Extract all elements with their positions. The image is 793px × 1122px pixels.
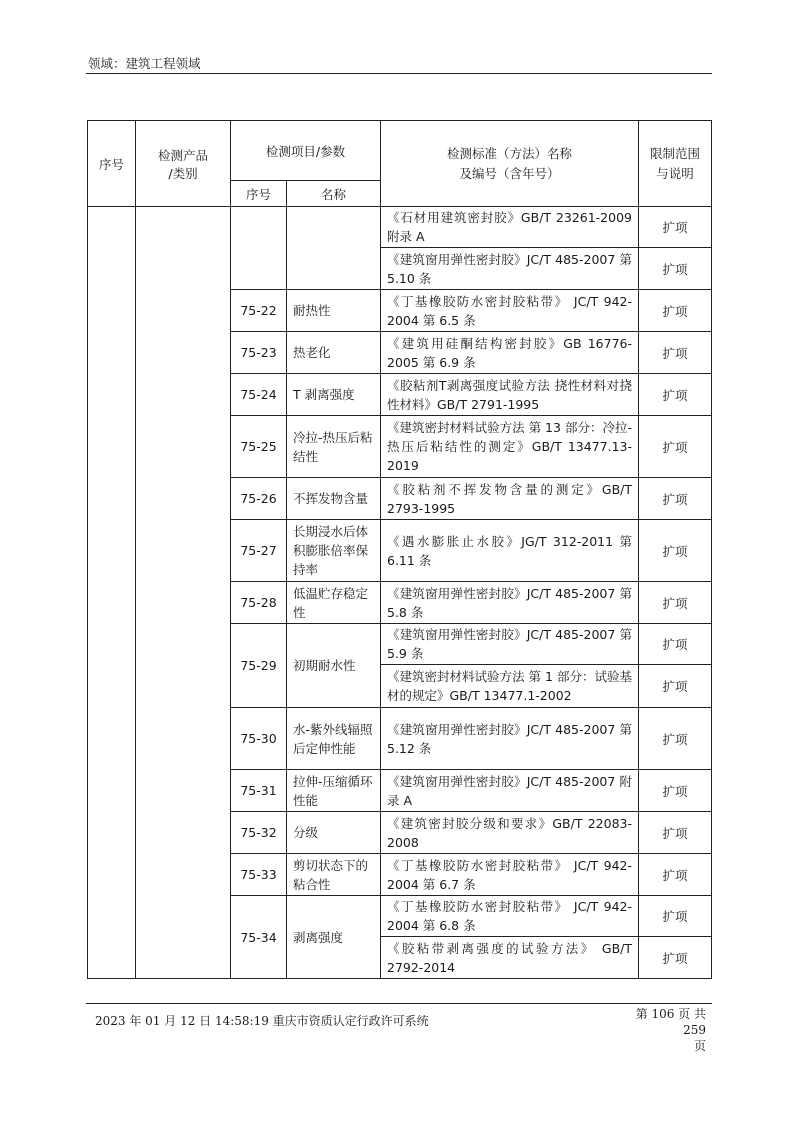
- footer-timestamp-system: 2023 年 01 月 12 日 14:58:19 重庆市资质认定行政许可系统: [95, 1014, 429, 1028]
- header-product-category: 检测产品 /类别: [136, 121, 231, 207]
- header-standard: 检测标准（方法）名称 及编号（含年号）: [381, 121, 639, 207]
- page-header-domain: 领域：建筑工程领域: [88, 56, 201, 71]
- standard-cell: 《石材用建筑密封胶》GB/T 23261-2009 附录 A: [381, 207, 639, 248]
- header-divider: [86, 73, 712, 74]
- header-item-name: 名称: [287, 181, 381, 207]
- item-name-cell: [287, 207, 381, 290]
- item-name-cell: 热老化: [287, 332, 381, 374]
- item-name-cell: 水-紫外线辐照后定伸性能: [287, 708, 381, 770]
- footer-page-line1: 第 106 页 共 259: [635, 1007, 706, 1037]
- limit-note-cell: 扩项: [639, 582, 712, 624]
- item-code-cell: 75-29: [231, 624, 287, 708]
- limit-note-cell: 扩项: [639, 207, 712, 248]
- item-name-cell: 不挥发物含量: [287, 478, 381, 520]
- item-code-cell: 75-25: [231, 416, 287, 478]
- table-body: [88, 207, 712, 979]
- item-name-cell: 初期耐水性: [287, 624, 381, 708]
- limit-note-cell: 扩项: [639, 374, 712, 416]
- limit-note-cell: 扩项: [639, 416, 712, 478]
- limit-note-cell: 扩项: [639, 770, 712, 812]
- item-name-cell: 长期浸水后体积膨胀倍率保持率: [287, 520, 381, 582]
- standard-cell: 《建筑窗用弹性密封胶》JC/T 485-2007 第 5.10 条: [381, 248, 639, 290]
- item-name-cell: 剥离强度: [287, 896, 381, 979]
- limit-note-cell: 扩项: [639, 520, 712, 582]
- standard-cell: 《建筑用硅酮结构密封胶》GB 16776-2005 第 6.9 条: [381, 332, 639, 374]
- item-code-cell: 75-22: [231, 290, 287, 332]
- standard-cell: 《胶粘带剥离强度的试验方法》 GB/T 2792-2014: [381, 937, 639, 979]
- standard-cell: 《胶粘剂T剥离强度试验方法 挠性材料对挠性材料》GB/T 2791-1995: [381, 374, 639, 416]
- header-item-seq: 序号: [231, 181, 287, 207]
- item-name-cell: 拉伸-压缩循环性能: [287, 770, 381, 812]
- limit-note-cell: 扩项: [639, 812, 712, 854]
- item-name-cell: 冷拉-热压后粘结性: [287, 416, 381, 478]
- standard-cell: 《丁基橡胶防水密封胶粘带》 JC/T 942-2004 第 6.7 条: [381, 854, 639, 896]
- item-code-cell: 75-33: [231, 854, 287, 896]
- item-code-cell: 75-32: [231, 812, 287, 854]
- item-name-cell: 分级: [287, 812, 381, 854]
- standard-cell: 《建筑密封材料试验方法 第 13 部分：冷拉-热压后粘结性的测定》GB/T 13477.13-2019: [381, 416, 639, 478]
- standard-cell: 《建筑窗用弹性密封胶》JC/T 485-2007 第 5.12 条: [381, 708, 639, 770]
- limit-note-cell: 扩项: [639, 896, 712, 937]
- item-code-cell: 75-27: [231, 520, 287, 582]
- item-code-cell: [231, 207, 287, 290]
- standard-cell: 《建筑窗用弹性密封胶》JC/T 485-2007 第 5.9 条: [381, 624, 639, 665]
- limit-note-cell: 扩项: [639, 708, 712, 770]
- limit-note-cell: 扩项: [639, 478, 712, 520]
- standard-cell: 《丁基橡胶防水密封胶粘带》 JC/T 942-2004 第 6.8 条: [381, 896, 639, 937]
- header-item-parameter: 检测项目/参数: [231, 121, 381, 181]
- standard-cell: 《胶粘剂不挥发物含量的测定》GB/T 2793-1995: [381, 478, 639, 520]
- item-name-cell: 耐热性: [287, 290, 381, 332]
- table-row: [88, 207, 712, 248]
- header-seq: 序号: [88, 121, 136, 207]
- footer-page-line2: 页: [693, 1039, 706, 1053]
- item-name-cell: 低温贮存稳定性: [287, 582, 381, 624]
- limit-note-cell: 扩项: [639, 290, 712, 332]
- limit-note-cell: 扩项: [639, 854, 712, 896]
- inspection-parameters-table: [87, 120, 712, 979]
- footer-divider: [86, 1003, 712, 1004]
- standard-cell: 《建筑窗用弹性密封胶》JC/T 485-2007 附录 A: [381, 770, 639, 812]
- limit-note-cell: 扩项: [639, 624, 712, 665]
- item-code-cell: 75-30: [231, 708, 287, 770]
- limit-note-cell: 扩项: [639, 665, 712, 708]
- item-name-cell: 剪切状态下的粘合性: [287, 854, 381, 896]
- limit-note-cell: 扩项: [639, 248, 712, 290]
- standard-cell: 《建筑密封材料试验方法 第 1 部分：试验基材的规定》GB/T 13477.1-2002: [381, 665, 639, 708]
- item-code-cell: 75-26: [231, 478, 287, 520]
- item-code-cell: 75-34: [231, 896, 287, 979]
- standard-cell: 《遇水膨胀止水胶》JG/T 312-2011 第 6.11 条: [381, 520, 639, 582]
- footer-page-info: [610, 1006, 706, 1054]
- item-code-cell: 75-24: [231, 374, 287, 416]
- limit-note-cell: 扩项: [639, 332, 712, 374]
- product-category-cell: [136, 207, 231, 979]
- item-name-cell: T 剥离强度: [287, 374, 381, 416]
- item-code-cell: 75-28: [231, 582, 287, 624]
- standard-cell: 《丁基橡胶防水密封胶粘带》 JC/T 942-2004 第 6.5 条: [381, 290, 639, 332]
- standard-cell: 《建筑密封胶分级和要求》GB/T 22083-2008: [381, 812, 639, 854]
- item-code-cell: 75-23: [231, 332, 287, 374]
- item-code-cell: 75-31: [231, 770, 287, 812]
- limit-note-cell: 扩项: [639, 937, 712, 979]
- header-limit: 限制范围 与说明: [639, 121, 712, 207]
- standard-cell: 《建筑窗用弹性密封胶》JC/T 485-2007 第 5.8 条: [381, 582, 639, 624]
- seq-cell: [88, 207, 136, 979]
